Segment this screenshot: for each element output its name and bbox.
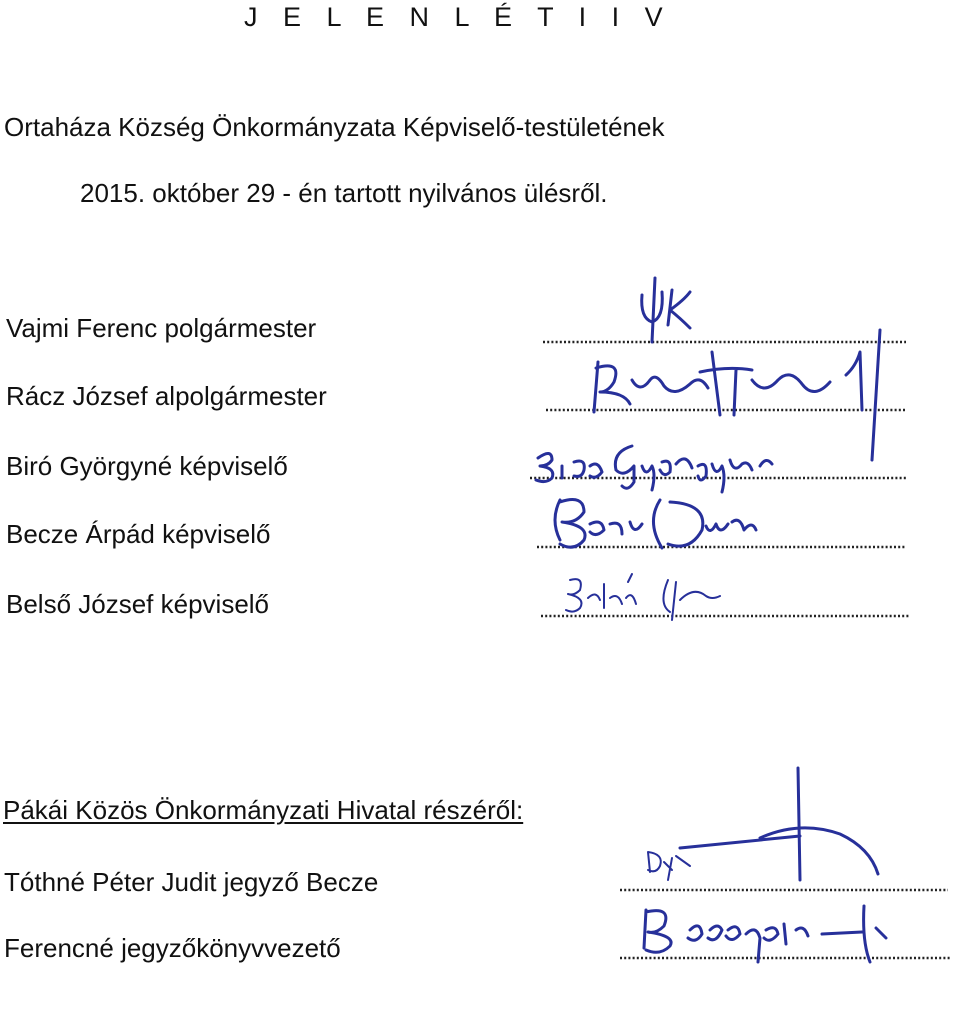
- document-heading: J E L E N L É T I I V: [244, 2, 672, 32]
- office-title: Pákái Közös Önkormányzati Hivatal részéről:: [3, 795, 524, 825]
- signature-1: [642, 278, 690, 342]
- signature-stroke: [644, 906, 886, 962]
- signature-stroke: [680, 768, 878, 880]
- signature-7: [644, 906, 886, 962]
- signature-stroke: [648, 852, 690, 880]
- signature-stroke: [555, 500, 756, 548]
- signature-stroke: [594, 330, 880, 460]
- signature-6: [648, 768, 878, 880]
- intro-line-1: Ortaháza Község Önkormányzata Képviselő-testületének: [4, 112, 665, 142]
- signature-5: [566, 574, 720, 620]
- signature-stroke: [566, 574, 720, 620]
- member-representative-2: Becze Árpád képviselő: [6, 519, 271, 549]
- signature-stroke: [642, 278, 690, 342]
- staff-line-2: Ferencné jegyzőkönyvvezető: [4, 933, 341, 963]
- signature-lines: [530, 342, 950, 958]
- signature-4: [555, 500, 756, 548]
- signature-3: [536, 446, 772, 492]
- signature-2: [594, 330, 880, 460]
- staff-line-1: Tóthné Péter Judit jegyző Becze: [4, 867, 379, 897]
- member-representative-3: Belső József képviselő: [6, 589, 270, 619]
- member-representative-1: Biró Györgyné képviselő: [6, 451, 288, 481]
- intro-line-2: 2015. október 29 - én tartott nyilvános ülésről.: [80, 178, 608, 208]
- member-mayor: Vajmi Ferenc polgármester: [6, 313, 317, 343]
- signature-stroke: [536, 446, 772, 492]
- member-deputy-mayor: Rácz József alpolgármester: [6, 381, 327, 411]
